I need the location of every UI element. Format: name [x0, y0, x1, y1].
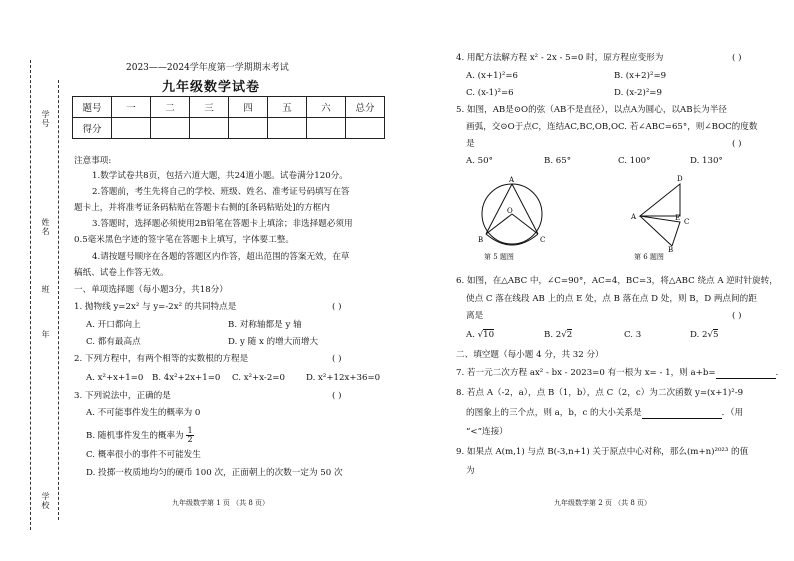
score-header-cell: 四: [229, 97, 268, 118]
note-line: 4.请按题号顺序在各题的答题区内作答，超出范围的答案无效，在草: [92, 252, 350, 262]
score-cell[interactable]: [190, 118, 229, 139]
q6-option-b: B. 2√2: [544, 330, 573, 340]
q8-answer-blank[interactable]: [642, 409, 722, 419]
q6-line-3: 离是: [466, 311, 484, 321]
figure-6-caption: 第 6 题图: [634, 253, 664, 261]
fig6-label-e: E: [675, 214, 681, 222]
q4-answer-paren: ( ): [732, 53, 742, 63]
note-line: 0.5毫米黑色字迹的签字笔在答题卡上填写，字体要工整。: [74, 235, 294, 245]
q5-option-c: C. 100°: [618, 156, 651, 166]
score-header-cell: 二: [151, 97, 190, 118]
fraction-one-half: $\frac{1}{2}$: [187, 426, 193, 444]
score-cell[interactable]: [268, 118, 307, 139]
note-line: 1.数学试卷共8页，包括六道大题，共24道小题。试卷满分120分。: [92, 171, 348, 181]
fig6-label-d: D: [677, 175, 683, 183]
score-cell[interactable]: [229, 118, 268, 139]
right-page: [400, 0, 794, 561]
q4-stem: 4. 用配方法解方程 x² - 2x - 5=0 时，原方程应变形为: [456, 53, 664, 63]
q4-option-a: A. (x+1)²=6: [466, 71, 519, 81]
q6-line-2: 使点 C 落在线段 AB 上的点 E 处，点 B 落在点 D 处，则 B，D 两点间的距: [466, 294, 757, 304]
q6-answer-paren: ( ): [732, 311, 742, 321]
fig6-label-a: A: [631, 213, 637, 221]
q8-line-1: 8. 若点 A（-2，a），点 B（1，b），点 C（2，c）为二次函数 y=(x+1)²-9: [456, 388, 744, 398]
q5-answer-paren: ( ): [732, 139, 742, 149]
margin-label-class: 班: [41, 285, 50, 294]
q6-option-d: D. 2√5: [690, 330, 719, 340]
q6-line-1: 6. 如图，在△ABC 中，∠C=90°，AC=4，BC=3，将△ABC 绕点 A 逆时针旋转，: [456, 276, 778, 286]
q1-option-d: D. y 随 x 的增大而增大: [228, 337, 319, 347]
q3-answer-paren: ( ): [332, 391, 342, 401]
page-footer: 九年级数学第 1 页 （共 8 页）: [172, 499, 270, 507]
figure-6-diagram: [628, 172, 698, 252]
score-cell[interactable]: [346, 118, 385, 139]
paper-title: 九年级数学试卷: [162, 80, 261, 95]
q1-answer-paren: ( ): [332, 302, 342, 312]
q3-option-d: D. 投掷一枚质地均匀的硬币 100 次，正面朝上的次数一定为 50 次: [86, 468, 343, 478]
q1-option-a: A. 开口都向上: [86, 320, 141, 330]
q5-line-2: 画弧，交⊙O于点C，连结AC,BC,OB,OC. 若∠ABC=65°，则∠BOC的度数: [466, 122, 758, 132]
q8-line-3: “<”连接）: [466, 427, 508, 437]
margin-label-student-id: 学号: [41, 110, 50, 128]
section-1-title: 一、单项选择题（每小题3分，共18分）: [74, 285, 228, 295]
q7-answer-blank[interactable]: [716, 369, 776, 379]
score-row-label: 得分: [73, 118, 112, 139]
note-line: 3.答题时，选择题必须使用2B铅笔在答题卡上填涂；非选择题必须用: [92, 219, 353, 229]
q1-option-b: B. 对称轴都是 y 轴: [228, 320, 302, 330]
page-footer: 九年级数学第 2 页 （共 8 页）: [554, 499, 652, 507]
q3-option-b-text: B. 随机事件发生的概率为: [86, 431, 184, 441]
q4-option-c: C. (x-1)²=6: [466, 88, 514, 98]
fig5-label-b: B: [478, 236, 484, 244]
figure-5-caption: 第 5 题图: [484, 253, 514, 261]
q9-line-1: 9. 如果点 A(m,1) 与点 B(-3,n+1) 关于原点中心对称，那么(m+n)²⁰²³ 的值: [456, 447, 749, 457]
q3-option-b: [86, 427, 194, 444]
q5-line-3: 是: [466, 139, 475, 149]
q5-option-a: A. 50°: [466, 156, 493, 166]
fig5-label-o: O: [507, 207, 513, 215]
score-header-cell: 五: [268, 97, 307, 118]
margin-label-name: 姓名: [41, 218, 50, 236]
fig5-label-a: A: [509, 176, 515, 184]
q2-option-c: C. x²+x-2=0: [232, 373, 285, 383]
q4-option-b: B. (x+2)²=9: [614, 71, 667, 81]
binding-line: [30, 60, 31, 530]
q9-line-2: 为: [466, 466, 475, 476]
q2-stem: 2. 下列方程中，有两个相等的实数根的方程是: [74, 354, 249, 364]
fig6-label-c: C: [684, 218, 690, 226]
q2-option-b: B. 4x²+2x+1=0: [152, 373, 221, 383]
q6-option-a: A. √10: [466, 330, 495, 340]
notes-title: 注意事项:: [74, 156, 112, 166]
score-header-cell: 一: [112, 97, 151, 118]
q5-line-1: 5. 如图，AB是⊙O的弦（AB不是直径），以点A为圆心，以AB长为半径: [456, 105, 727, 115]
score-header-cell: 题号: [73, 97, 112, 118]
q7-text: 7. 若一元二次方程 ax² - bx - 2023=0 有一根为 x= - 1，则 a+b= .: [456, 368, 779, 378]
fig6-label-b: B: [668, 246, 674, 252]
note-line: 题卡上，并将准考证条码粘贴在答题卡右侧的[条码粘贴处]的方框内: [74, 203, 330, 213]
section-2-title: 二、填空题（每小题 4 分，共 32 分）: [456, 350, 604, 360]
q8-line-2: 的图象上的三个点，则 a，b，c 的大小关系是 ．（用: [466, 408, 744, 418]
note-line: 2.答题前，考生先将自己的学校、班级、姓名、准考证号码填写在答: [92, 187, 350, 197]
q5-option-d: D. 130°: [690, 156, 723, 166]
q2-option-d: D. x²+12x+36=0: [306, 373, 381, 383]
q3-stem: 3. 下列说法中，正确的是: [74, 391, 171, 401]
q2-option-a: A. x²+x+1=0: [86, 373, 144, 383]
q1-option-c: C. 都有最高点: [86, 337, 141, 347]
q3-option-c: C. 概率很小的事件不可能发生: [86, 450, 201, 460]
q4-option-d: D. (x-2)²=9: [614, 88, 662, 98]
exam-title: 2023——2024学年度第一学期期末考试: [126, 63, 289, 73]
figure-5-diagram: [472, 172, 556, 262]
fig5-label-c: C: [540, 236, 546, 244]
q3-option-a: A. 不可能事件发生的概率为 0: [86, 408, 201, 418]
score-header-cell: 总分: [346, 97, 385, 118]
score-header-cell: 六: [307, 97, 346, 118]
binding-line-inner: [58, 80, 59, 520]
score-header-cell: 三: [190, 97, 229, 118]
note-line: 稿纸、试卷上作答无效。: [74, 268, 169, 278]
q2-answer-paren: ( ): [332, 354, 342, 364]
score-cell[interactable]: [151, 118, 190, 139]
margin-label-school: 学校: [41, 492, 50, 510]
q1-stem: 1. 抛物线 y=2x² 与 y=-2x² 的共同特点是: [74, 302, 237, 312]
q5-option-b: B. 65°: [544, 156, 572, 166]
margin-label-grade: 年: [41, 330, 50, 339]
score-cell[interactable]: [307, 118, 346, 139]
score-cell[interactable]: [112, 118, 151, 139]
q6-option-c: C. 3: [624, 330, 642, 340]
score-table: [72, 96, 385, 139]
